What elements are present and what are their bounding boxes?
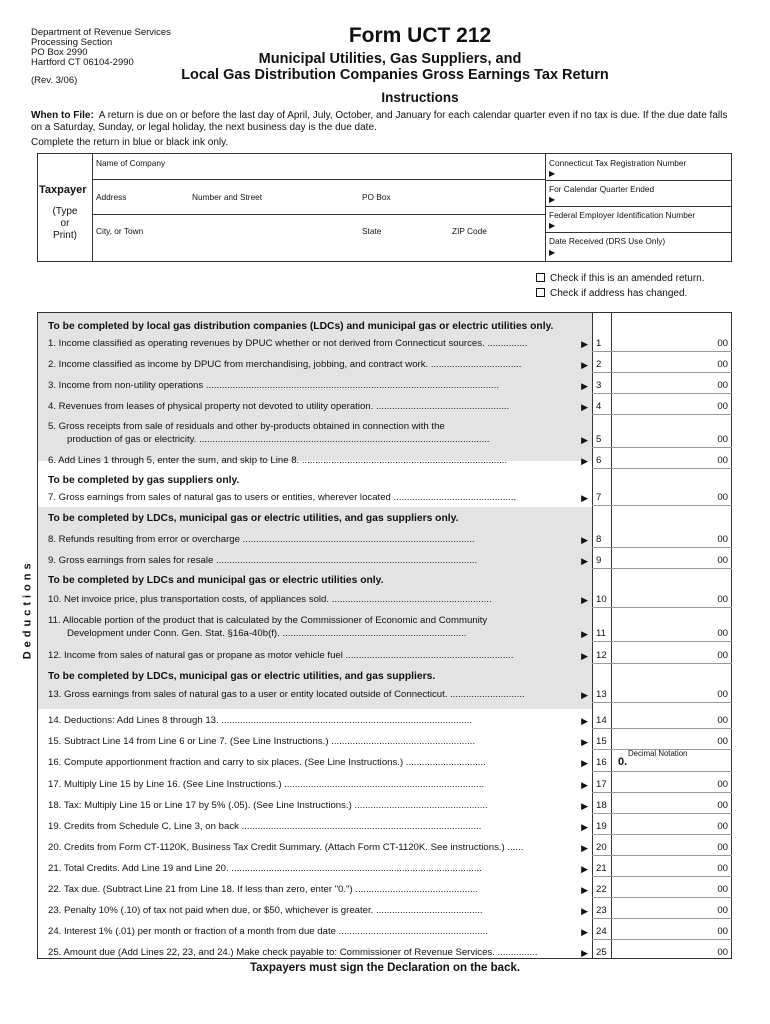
cents-00: 00 [717,842,728,853]
amount-field-20[interactable] [613,841,706,854]
arrow-right-icon: ▶ [581,651,588,661]
line-text: 25. Amount due (Add Lines 22, 23, and 24.) Make check payable to: Commissioner of Revenue Services. ............... [48,947,538,958]
line-24 [48,926,588,938]
line-number: 25 [596,947,607,958]
line-9 [48,555,588,567]
line-text: 15. Subtract Line 14 from Line 6 or Line 7. (See Line Instructions.) ...................................................... [48,736,476,747]
when-label: When to File: [31,110,94,121]
line-11a: 11. Allocable portion of the product that is calculated by the Commissioner of Economic and Community [48,615,488,626]
zip-label: ZIP Code [452,226,487,236]
line-text: production of gas or electricity. ............................................................................................................. [67,434,490,445]
line-text: 14. Deductions: Add Lines 8 through 13. .............................................................................................. [48,715,472,726]
arrow-right-icon: ▶ [581,381,588,391]
arrow-right-icon: ▶ [581,801,588,811]
amount-field-21[interactable] [613,862,706,875]
section-heading-all: To be completed by LDCs, municipal gas or electric utilities, and gas suppliers. [48,671,436,682]
line-20 [48,842,588,854]
arrow-right-icon: ▶ [581,435,588,445]
line-text: 17. Multiply Line 15 by Line 16. (See Line Instructions.) ........................................................................... [48,779,485,790]
pobox-label: PO Box [362,192,391,202]
street-label: Number and Street [192,192,263,202]
amount-field-5[interactable] [613,433,706,446]
line-22 [48,884,588,896]
section-heading-ldc-utilities: To be completed by LDCs and municipal gas or electric utilities only. [48,575,384,586]
cents-00: 00 [717,689,728,700]
line-text: 21. Total Credits. Add Line 19 and Line 20. .............................................................................................. [48,863,482,874]
arrow-right-icon: ▶ [581,339,588,349]
cents-00: 00 [717,492,728,503]
instructions-heading: Instructions [381,90,459,105]
line-number: 21 [596,863,607,874]
line-16 [48,757,588,769]
line-12 [48,650,588,662]
ct-reg-field[interactable] [560,167,730,179]
line-8 [48,534,588,546]
ink-instruction: Complete the return in blue or black ink only. [31,137,229,148]
cents-00: 00 [717,359,728,370]
amount-field-7[interactable] [613,491,706,504]
line-number: 23 [596,905,607,916]
line-text: 8. Refunds resulting from error or overcharge ....................................................................................... [48,534,475,545]
arrow-right-icon: ▶ [581,556,588,566]
arrow-right-icon: ▶ [581,456,588,466]
line-number: 12 [596,650,607,661]
dept-line: Hartford CT 06104-2990 [31,57,134,68]
arrow-right-icon: ▶ [549,195,556,204]
line-text: 9. Gross earnings from sales for resale .................................................................................................. [48,555,478,566]
cents-00: 00 [717,863,728,874]
line-number: 3 [596,380,602,391]
line-18 [48,800,588,812]
amount-field-24[interactable] [613,925,706,938]
arrow-right-icon: ▶ [581,629,588,639]
arrow-right-icon: ▶ [581,822,588,832]
amount-field-12[interactable] [613,649,706,662]
state-label: State [362,226,382,236]
deductions-text: Deductions [21,559,34,660]
cents-00: 00 [717,800,728,811]
line-text: 6. Add Lines 1 through 5, enter the sum, and skip to Line 8. ............................................................................. [48,455,508,466]
line-number: 2 [596,359,602,370]
cents-00: 00 [717,715,728,726]
amount-field-10[interactable] [613,593,706,606]
amount-field-1[interactable] [613,337,706,350]
type-line: or [60,218,70,229]
line-13 [48,689,588,701]
line-number: 17 [596,779,607,790]
decimal-notation-label: Decimal Notation [628,749,688,758]
line-17 [48,779,588,791]
form-title: Form UCT 212 [348,24,492,47]
line-text: 12. Income from sales of natural gas or propane as motor vehicle fuel ............................................................... [48,650,514,661]
arrow-right-icon: ▶ [581,758,588,768]
line-number: 13 [596,689,607,700]
address-changed-row [536,286,705,301]
type-line: Print) [53,230,77,241]
arrow-right-icon: ▶ [581,948,588,958]
line-number: 18 [596,800,607,811]
cents-00: 00 [717,821,728,832]
line-number: 4 [596,401,602,412]
line-number: 7 [596,492,602,503]
line-text: 19. Credits from Schedule C, Line 3, on back .......................................................................................... [48,821,482,832]
line-number: 19 [596,821,607,832]
amount-field-25[interactable] [613,946,706,959]
line-10 [48,594,588,606]
arrow-right-icon: ▶ [581,360,588,370]
line-text: 20. Credits from Form CT-1120K, Business Tax Credit Summary. (Attach Form CT-1120K. See instructions.) ...... [48,842,524,853]
line-number: 9 [596,555,602,566]
form-subtitle-2: Local Gas Distribution Companies Gross Earnings Tax Return [181,67,609,83]
line-5b [48,434,588,446]
cents-00: 00 [717,380,728,391]
line-text: 23. Penalty 10% (.10) of tax not paid when due, or $50, whichever is greater. ........................................ [48,905,483,916]
amount-field-18[interactable] [613,799,706,812]
amount-field-11[interactable] [613,627,706,640]
line-number: 1 [596,338,602,349]
arrow-right-icon: ▶ [581,716,588,726]
amended-row [536,271,705,286]
line-number: 16 [596,757,607,768]
line-text: 10. Net invoice price, plus transportation costs, of appliances sold. ............................................................ [48,594,492,605]
address-changed-label: Check if address has changed. [550,288,688,299]
fein-field[interactable] [560,219,730,231]
line-number: 22 [596,884,607,895]
line-text: 7. Gross earnings from sales of natural gas to users or entities, wherever located .............................................. [48,492,517,503]
city-label: City, or Town [96,226,144,236]
line-text: 1. Income classified as operating revenues by DPUC whether or not derived from Connecticut sources. ............... [48,338,528,349]
type-or-print-label [45,206,85,242]
amount-field-9[interactable] [613,554,706,567]
line-19 [48,821,588,833]
line-number: 10 [596,594,607,605]
amount-field-22[interactable] [613,883,706,896]
section-heading-all-only: To be completed by LDCs, municipal gas or electric utilities, and gas suppliers only. [48,513,459,524]
when-to-file [31,110,731,134]
arrow-right-icon: ▶ [581,402,588,412]
arrow-right-icon: ▶ [581,864,588,874]
return-checkboxes [536,271,705,301]
line-text: Development under Conn. Gen. Stat. §16a-40b(f). ..................................................................... [67,628,467,639]
line-15 [48,736,588,748]
line-6 [48,455,588,467]
arrow-right-icon: ▶ [581,690,588,700]
amended-checkbox[interactable] [536,273,545,282]
line-number: 11 [596,628,606,639]
date-received-label: Date Received (DRS Use Only) [549,236,666,246]
line-21 [48,863,588,875]
cents-00: 00 [717,455,728,466]
arrow-right-icon: ▶ [581,906,588,916]
amended-label: Check if this is an amended return. [550,273,705,284]
line-number: 15 [596,736,607,747]
quarter-field[interactable] [560,193,730,205]
apportionment-field-16[interactable] [632,757,730,770]
cents-00: 00 [717,884,728,895]
line-11b [48,628,588,640]
line-number: 24 [596,926,607,937]
arrow-right-icon: ▶ [549,221,556,230]
amount-field-23[interactable] [613,904,706,917]
address-label: Address [96,192,127,202]
line-number: 6 [596,455,602,466]
amount-field-2[interactable] [613,358,706,371]
company-name-label: Name of Company [96,158,166,168]
line-1 [48,338,588,350]
cents-00: 00 [717,736,728,747]
line-14 [48,715,588,727]
amount-field-6[interactable] [613,454,706,467]
section-heading-ldc: To be completed by local gas distribution companies (LDCs) and municipal gas or electric utilities only. [48,321,554,332]
cents-00: 00 [717,926,728,937]
line-text: 4. Revenues from leases of physical property not devoted to utility operation. .................................................. [48,401,510,412]
arrow-right-icon: ▶ [581,493,588,503]
fein-label: Federal Employer Identification Number [549,210,696,220]
quarter-label: For Calendar Quarter Ended [549,184,655,194]
line-5a: 5. Gross receipts from sale of residuals and other by-products obtained in connection with the [48,421,445,432]
signature-reminder: Taxpayers must sign the Declaration on the back. [249,962,521,974]
line-2 [48,359,588,371]
arrow-right-icon: ▶ [581,595,588,605]
form-subtitle-1: Municipal Utilities, Gas Suppliers, and [258,51,522,67]
taxpayer-label: Taxpayer [39,184,87,196]
line-25 [48,947,588,959]
cents-00: 00 [717,779,728,790]
amount-field-19[interactable] [613,820,706,833]
line-text: 13. Gross earnings from sales of natural gas to a user or entity located outside of Connecticut. ............................ [48,689,525,700]
line-number: 5 [596,434,602,445]
address-field[interactable] [94,200,544,213]
decimal-prefix: 0. [618,756,628,768]
revision-date: (Rev. 3/06) [31,75,78,86]
line-number: 8 [596,534,602,545]
department-address [31,28,171,68]
section-shade-2 [38,507,592,669]
city-state-zip-field[interactable] [94,238,544,260]
computation-table [37,312,732,959]
line-text: 3. Income from non-utility operations .............................................................................................................. [48,380,500,391]
amount-field-13[interactable] [613,688,706,701]
type-line: (Type [52,206,78,217]
cents-00: 00 [717,555,728,566]
line-7 [48,492,588,504]
amount-field-4[interactable] [613,400,706,413]
cents-00: 00 [717,947,728,958]
amount-field-15[interactable] [613,735,706,748]
dept-line: PO Box 2990 [31,47,88,58]
line-text: 22. Tax due. (Subtract Line 21 from Line 18. If less than zero, enter "0.") .............................................. [48,884,479,895]
arrow-right-icon: ▶ [581,535,588,545]
when-text: A return is due on or before the last day of April, July, October, and January for each calendar quarter even if no tax is due. If the due date falls on a Saturday, Sunday, or legal holiday, the next business day is the due date. [31,110,728,133]
ct-reg-label: Connecticut Tax Registration Number [549,158,687,168]
line-4 [48,401,588,413]
arrow-right-icon: ▶ [581,885,588,895]
arrow-right-icon: ▶ [581,737,588,747]
line-text: 24. Interest 1% (.01) per month or fraction of a month from due date ........................................................ [48,926,488,937]
cents-00: 00 [717,650,728,661]
cents-00: 00 [717,594,728,605]
amount-field-17[interactable] [613,778,706,791]
line-text: 16. Compute apportionment fraction and carry to six places. (See Line Instructions.) .............................. [48,757,486,768]
arrow-right-icon: ▶ [581,780,588,790]
amount-field-8[interactable] [613,533,706,546]
line-text: 18. Tax: Multiply Line 15 or Line 17 by 5% (.05). (See Line Instructions.) .................................................. [48,800,488,811]
address-changed-checkbox[interactable] [536,288,545,297]
section-heading-suppliers: To be completed by gas suppliers only. [48,475,240,486]
arrow-right-icon: ▶ [581,843,588,853]
company-name-field[interactable] [94,167,544,179]
cents-00: 00 [717,338,728,349]
line-23 [48,905,588,917]
dept-line: Department of Revenue Services [31,27,171,38]
line-text: 2. Income classified as income by DPUC from merchandising, jobbing, and contract work. .................................. [48,359,522,370]
cents-00: 00 [717,628,728,639]
line-number: 14 [596,715,607,726]
dept-line: Processing Section [31,37,113,48]
cents-00: 00 [717,534,728,545]
cents-00: 00 [717,434,728,445]
line-number: 20 [596,842,607,853]
line-3 [48,380,588,392]
cents-00: 00 [717,905,728,916]
amount-field-14[interactable] [613,714,706,727]
amount-field-3[interactable] [613,379,706,392]
taxpayer-info-box [37,153,732,262]
arrow-right-icon: ▶ [549,169,556,178]
arrow-right-icon: ▶ [581,927,588,937]
arrow-right-icon: ▶ [549,248,556,257]
cents-00: 00 [717,401,728,412]
